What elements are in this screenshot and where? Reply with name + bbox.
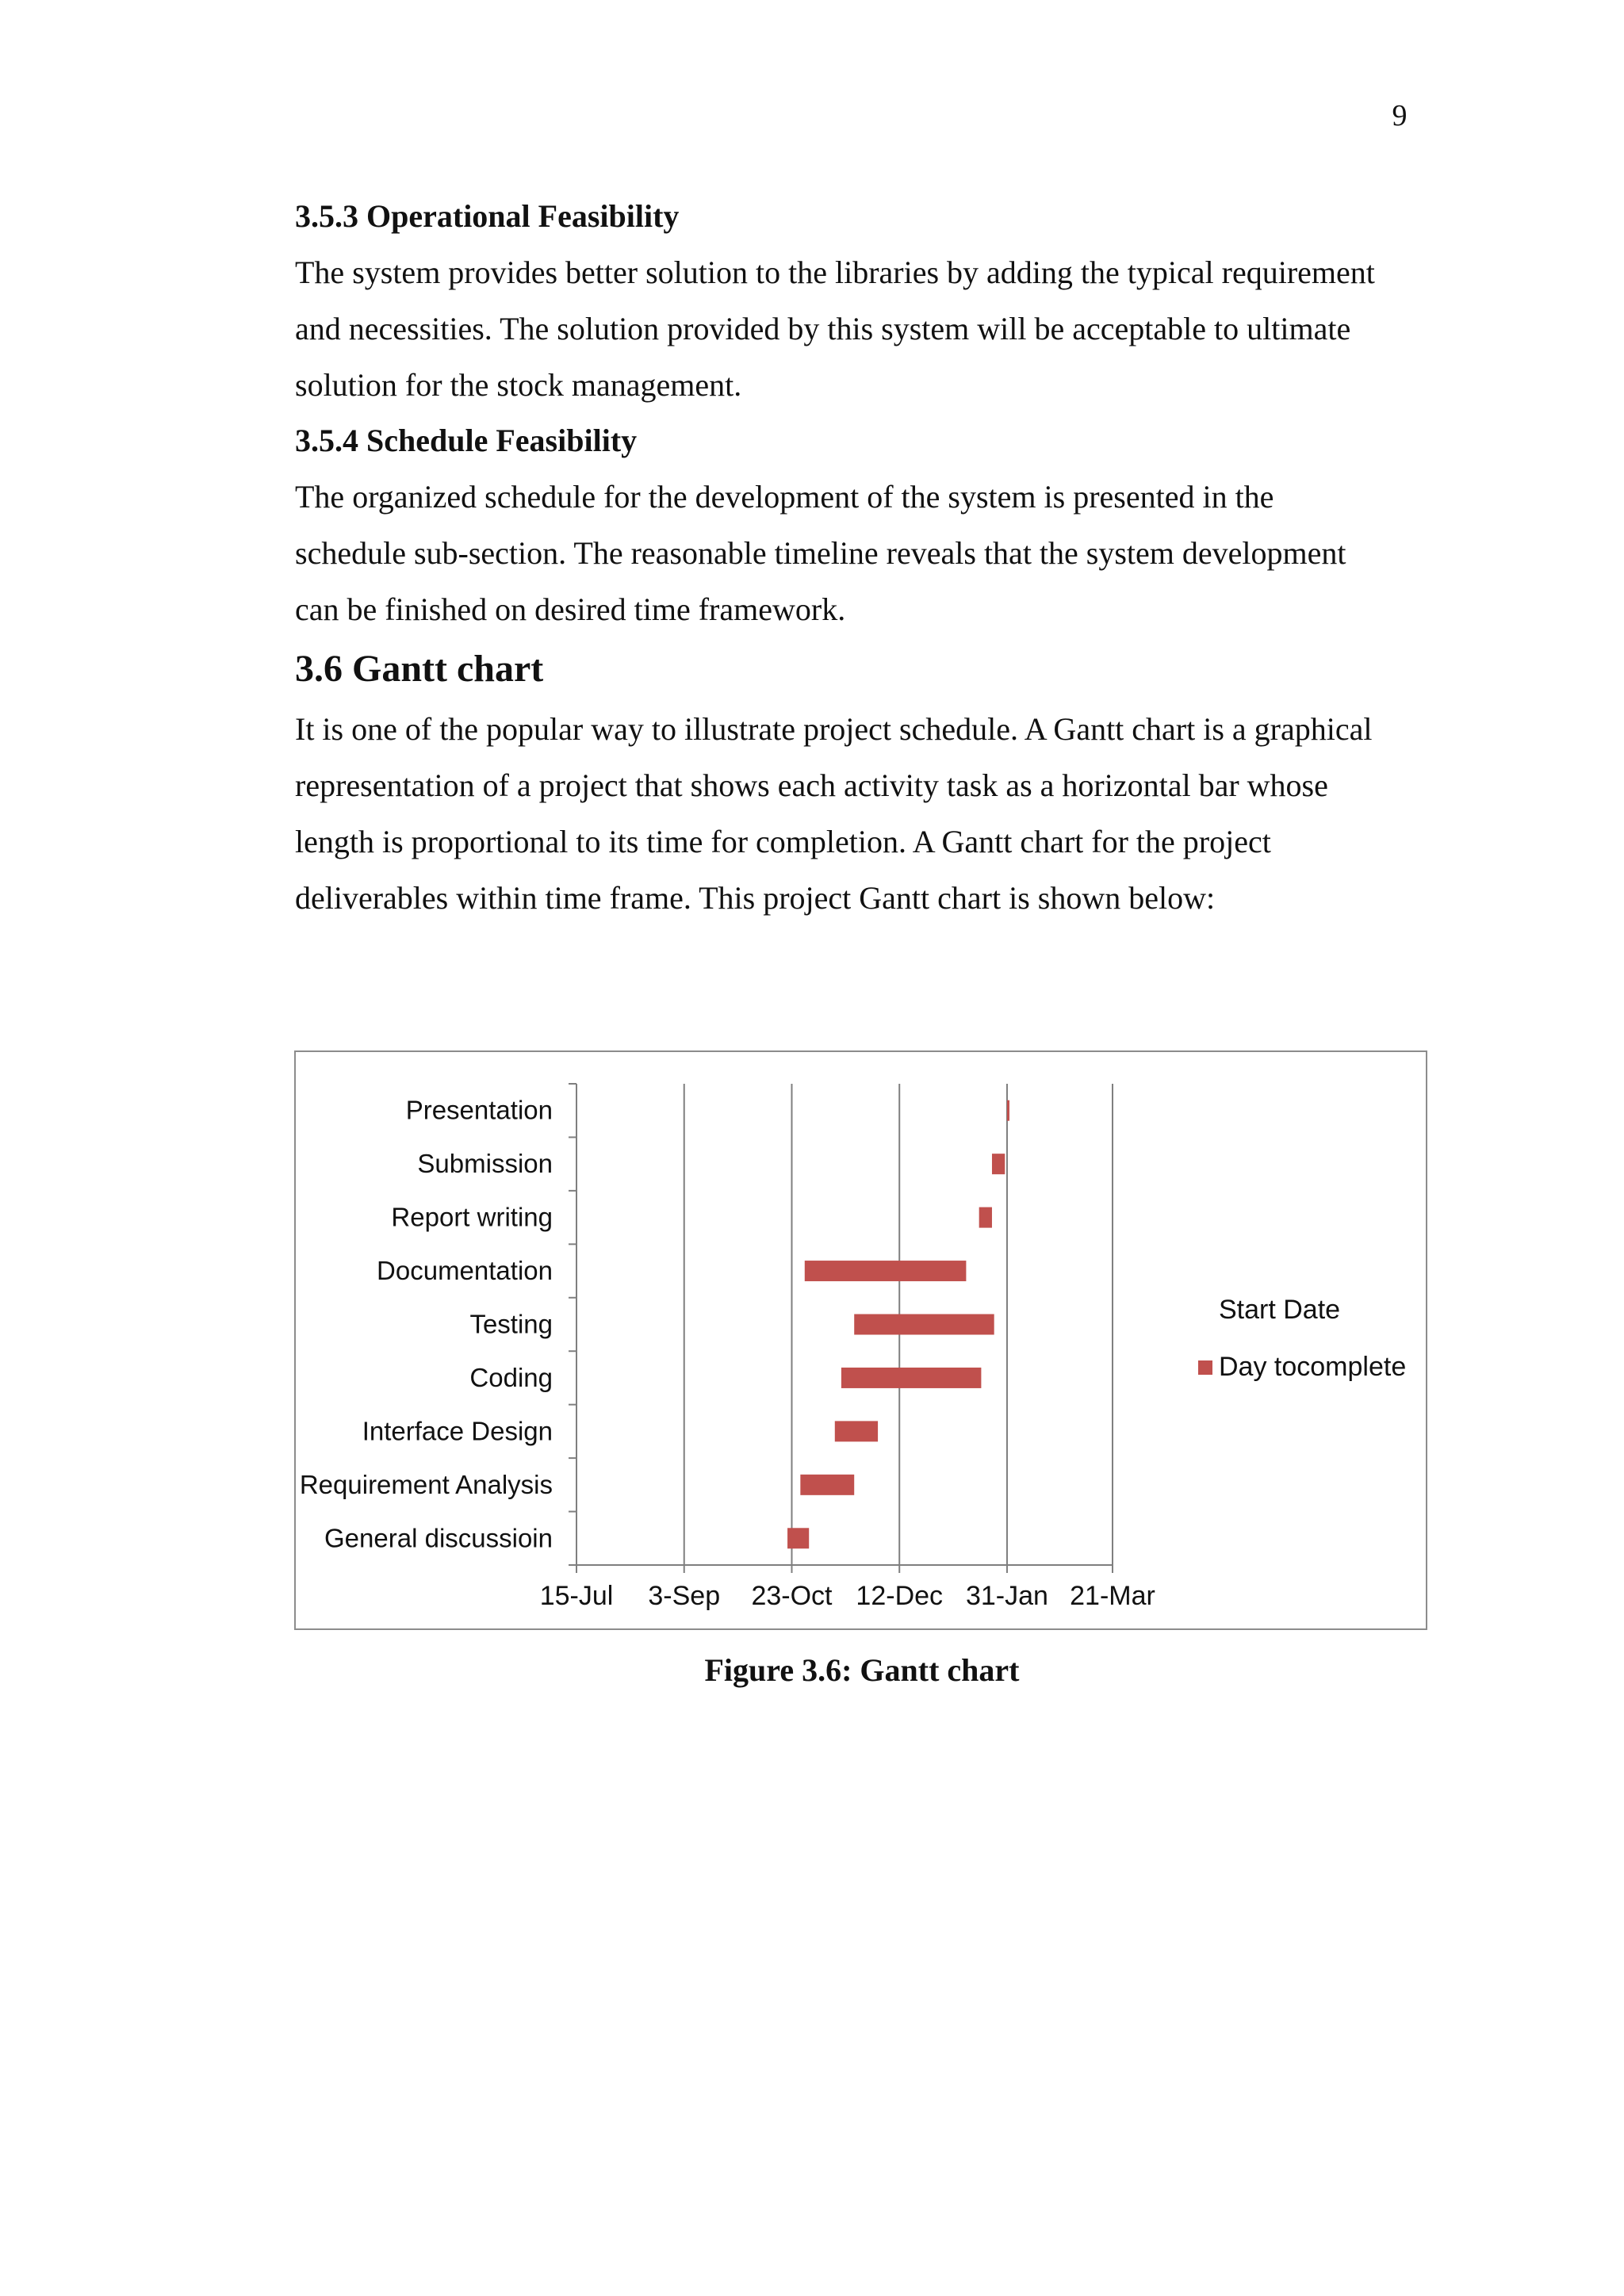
x-tick-label: 12-Dec bbox=[856, 1581, 944, 1611]
category-label: Report writing bbox=[391, 1202, 553, 1232]
page-number: 9 bbox=[1392, 99, 1408, 132]
category-label: Presentation bbox=[405, 1095, 553, 1125]
gantt-bar bbox=[979, 1207, 992, 1228]
x-tick-label: 23-Oct bbox=[751, 1581, 833, 1611]
paragraph-line: The system provides better solution to the libraries by adding the typical requirement bbox=[295, 254, 1375, 290]
heading-gantt-chart: 3.6 Gantt chart bbox=[295, 648, 544, 690]
category-label: Requirement Analysis bbox=[299, 1469, 553, 1499]
category-label: Documentation bbox=[377, 1256, 553, 1286]
gantt-bar bbox=[854, 1314, 994, 1335]
category-label: Submission bbox=[417, 1149, 553, 1179]
paragraph-line: length is proportional to its time for completion. A Gantt chart for the project bbox=[295, 824, 1271, 859]
gantt-bar bbox=[992, 1154, 1005, 1174]
gantt-bar bbox=[835, 1421, 878, 1441]
document-body bbox=[295, 189, 1429, 926]
legend-label-day-to-complete: Day tocomplete bbox=[1219, 1352, 1407, 1382]
paragraph-line: solution for the stock management. bbox=[295, 367, 742, 403]
paragraph-line: deliverables within time frame. This project Gantt chart is shown below: bbox=[295, 880, 1216, 916]
paragraph-line: It is one of the popular way to illustrate project schedule. A Gantt chart is a graphical bbox=[295, 711, 1373, 747]
gantt-bar bbox=[1007, 1100, 1009, 1121]
category-label: Testing bbox=[469, 1309, 553, 1339]
heading-operational-feasibility: 3.5.3 Operational Feasibility bbox=[295, 198, 680, 234]
legend-swatch bbox=[1198, 1360, 1212, 1375]
category-label: Coding bbox=[469, 1362, 553, 1392]
heading-schedule-feasibility: 3.5.4 Schedule Feasibility bbox=[295, 423, 638, 458]
category-label: Interface Design bbox=[362, 1416, 553, 1446]
paragraph-line: and necessities. The solution provided by this system will be acceptable to ultimate bbox=[295, 311, 1351, 346]
gantt-chart-svg bbox=[296, 1052, 1429, 1632]
gantt-bar bbox=[841, 1368, 981, 1388]
x-tick-label: 31-Jan bbox=[965, 1581, 1048, 1611]
figure-caption: Figure 3.6: Gantt chart bbox=[704, 1652, 1020, 1688]
paragraph-line: representation of a project that shows each activity task as a horizontal bar whose bbox=[295, 767, 1328, 803]
x-tick-label: 21-Mar bbox=[1070, 1581, 1155, 1611]
gantt-bar bbox=[787, 1528, 809, 1548]
category-label: General discussioin bbox=[324, 1523, 553, 1553]
paragraph-line: The organized schedule for the development of the system is presented in the bbox=[295, 479, 1274, 515]
paragraph-line: can be finished on desired time framework. bbox=[295, 591, 846, 627]
x-tick-label: 15-Jul bbox=[539, 1581, 614, 1611]
legend-label-start-date: Start Date bbox=[1219, 1295, 1341, 1325]
gantt-bar bbox=[805, 1261, 967, 1281]
gantt-bar bbox=[800, 1475, 854, 1495]
gantt-chart bbox=[294, 1050, 1427, 1630]
x-tick-label: 3-Sep bbox=[648, 1581, 721, 1611]
paragraph-line: schedule sub-section. The reasonable timeline reveals that the system development bbox=[295, 535, 1346, 571]
